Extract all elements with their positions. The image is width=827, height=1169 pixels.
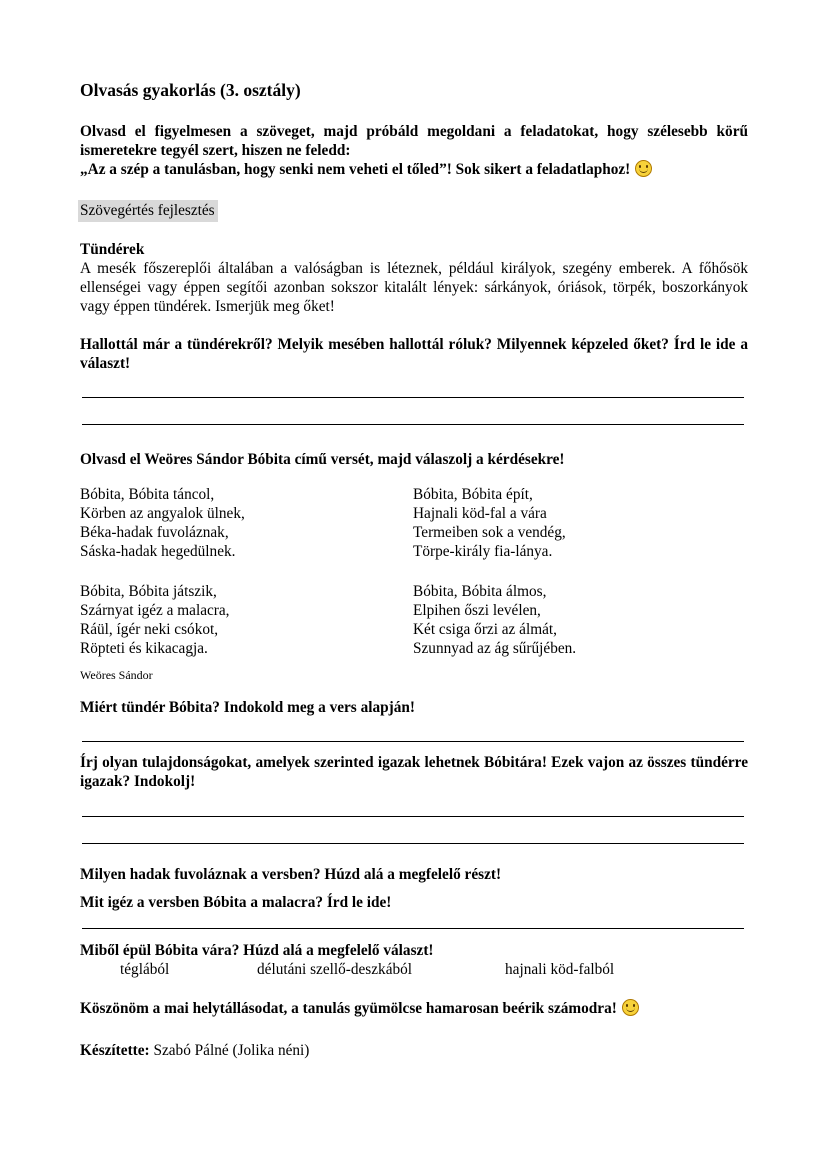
smiley-icon [622, 999, 639, 1016]
intro-paragraph [80, 122, 748, 179]
poem-stanza-2 [413, 485, 733, 561]
poem-author: Weöres Sándor [80, 668, 153, 682]
poem-instruction: Olvasd el Weöres Sándor Bóbita című versét, majd válaszolj a kérdésekre! [80, 451, 565, 468]
closing-message [80, 999, 639, 1018]
question-5: Mit igéz a versben Bóbita a malacra? Írd le ide! [80, 894, 392, 911]
answer-line[interactable] [82, 397, 744, 398]
poem-line: Szárnyat igéz a malacra, [80, 602, 230, 619]
poem-line: Két csiga őrzi az álmát, [413, 621, 557, 638]
option-szello-deszkabol[interactable]: délutáni szellő-deszkából [257, 961, 413, 978]
poem-line: Körben az angyalok ülnek, [80, 505, 245, 522]
poem-line: Elpihen őszi levélen, [413, 602, 541, 619]
poem-line: Bóbita, Bóbita álmos, [413, 583, 547, 600]
answer-line[interactable] [82, 424, 744, 425]
answer-line[interactable] [82, 843, 744, 844]
question-2: Miért tündér Bóbita? Indokold meg a vers alapján! [80, 699, 415, 716]
poem-stanza-4 [413, 582, 733, 658]
option-teglabol[interactable]: téglából [120, 961, 170, 978]
poem-line: Bóbita, Bóbita játszik, [80, 583, 217, 600]
poem-line: Hajnali köd-fal a vára [413, 505, 547, 522]
poem-line: Szunnyad az ág sűrűjében. [413, 640, 577, 657]
poem-line: Sáska-hadak hegedülnek. [80, 543, 236, 560]
closing-text: Köszönöm a mai helytállásodat, a tanulás gyümölcse hamarosan beérik számodra! [80, 1000, 617, 1017]
answer-line[interactable] [82, 928, 744, 929]
question-6: Miből épül Bóbita vára? Húzd alá a megfelelő választ! [80, 942, 434, 959]
poem-line: Törpe-király fia-lánya. [413, 543, 553, 560]
credit-line [80, 1041, 309, 1060]
worksheet-title: Olvasás gyakorlás (3. osztály) [80, 80, 301, 100]
smiley-icon [635, 160, 652, 177]
poem-stanza-1 [80, 485, 400, 561]
question-1: Hallottál már a tündérekről? Melyik mesében hallottál róluk? Milyennek képzeled őket? Írd le ide a választ! [80, 336, 748, 372]
poem-line: Termeiben sok a vendég, [413, 524, 566, 541]
answer-line[interactable] [82, 741, 744, 742]
poem-line: Bóbita, Bóbita táncol, [80, 486, 215, 503]
credit-name: Szabó Pálné (Jolika néni) [153, 1042, 310, 1059]
question-4: Milyen hadak fuvoláznak a versben? Húzd alá a megfelelő részt! [80, 866, 502, 883]
poem-line: Röpteti és kikacagja. [80, 640, 208, 657]
fairies-text: A mesék főszereplői általában a valóságban is léteznek, például királyok, szegény emberek. A főhősök ellenségei vagy éppen segítői azonban sokszor kitalált lények: sárkányok, óriások, törpék, boszorkányok vagy éppen tündérek. Ismerjük meg őket! [80, 260, 748, 315]
section-tag: Szövegértés fejlesztés [78, 200, 218, 222]
credit-label: Készítette: [80, 1042, 150, 1059]
intro-line-1: Olvasd el figyelmesen a szöveget, majd próbáld megoldani a feladatokat, hogy szélesebb körű ismeretekre tegyél szert, hiszen ne feledd: [80, 123, 748, 159]
poem-line: Ráül, ígér neki csókot, [80, 621, 219, 638]
option-kod-falbol[interactable]: hajnali köd-falból [505, 961, 615, 978]
question-3: Írj olyan tulajdonságokat, amelyek szerinted igazak lehetnek Bóbitára! Ezek vajon az összes tündérre igazak? Indokolj! [80, 754, 748, 790]
fairies-heading: Tündérek [80, 241, 145, 258]
answer-line[interactable] [82, 816, 744, 817]
poem-line: Béka-hadak fuvoláznak, [80, 524, 229, 541]
intro-line-2 [80, 160, 748, 179]
poem-line: Bóbita, Bóbita épít, [413, 486, 533, 503]
poem-stanza-3 [80, 582, 400, 658]
intro-quote: „Az a szép a tanulásban, hogy senki nem veheti el tőled”! Sok sikert a feladatlaphoz! [80, 161, 631, 178]
